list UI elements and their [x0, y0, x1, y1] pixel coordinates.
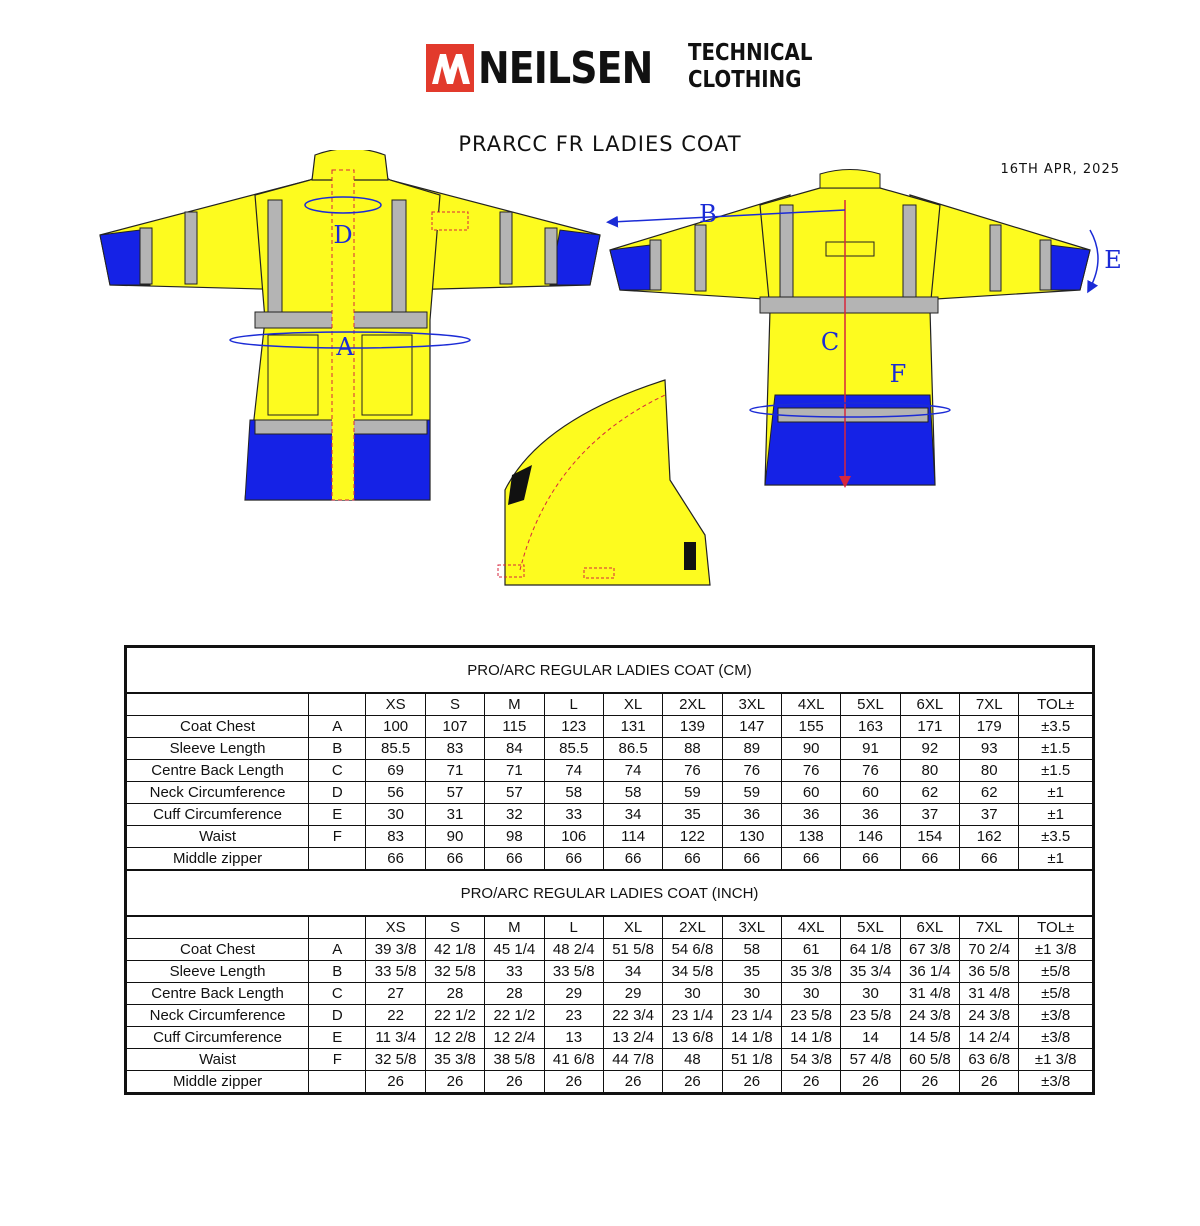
size-value-cell: 51 1/8	[722, 1049, 781, 1071]
size-value-cell: 107	[425, 716, 484, 738]
tolerance-cell: ±3/8	[1019, 1027, 1093, 1049]
size-value-cell: 32 5/8	[425, 961, 484, 983]
measurement-code-cell	[309, 848, 366, 871]
size-header-cell: L	[544, 693, 603, 716]
size-header-cell: 7XL	[960, 916, 1019, 939]
size-value-cell: 57	[485, 782, 544, 804]
front-view	[100, 150, 600, 500]
measurement-code-cell: E	[309, 1027, 366, 1049]
size-value-cell: 59	[722, 782, 781, 804]
size-value-cell: 12 2/4	[485, 1027, 544, 1049]
size-value-cell: 60	[841, 782, 900, 804]
size-value-cell: 26	[425, 1071, 484, 1093]
size-value-cell: 34 5/8	[663, 961, 722, 983]
size-value-cell: 48	[663, 1049, 722, 1071]
size-value-cell: 28	[485, 983, 544, 1005]
size-value-cell: 60 5/8	[900, 1049, 959, 1071]
size-value-cell: 26	[841, 1071, 900, 1093]
measurement-name-cell: Coat Chest	[127, 939, 309, 961]
size-value-cell: 66	[425, 848, 484, 871]
size-value-cell: 66	[781, 848, 840, 871]
size-value-cell: 139	[663, 716, 722, 738]
size-header-cell: 4XL	[781, 693, 840, 716]
size-value-cell: 61	[781, 939, 840, 961]
size-value-cell: 122	[663, 826, 722, 848]
table-row	[127, 1005, 1093, 1027]
size-value-cell: 90	[425, 826, 484, 848]
table-row	[127, 716, 1093, 738]
size-value-cell: 22 1/2	[485, 1005, 544, 1027]
size-value-cell: 22	[366, 1005, 425, 1027]
size-value-cell: 163	[841, 716, 900, 738]
size-value-cell: 70 2/4	[960, 939, 1019, 961]
tolerance-cell: ±1 3/8	[1019, 1049, 1093, 1071]
size-value-cell: 23 1/4	[663, 1005, 722, 1027]
header-blank-cell	[309, 693, 366, 716]
table-row	[127, 961, 1093, 983]
size-value-cell: 69	[366, 760, 425, 782]
size-value-cell: 138	[781, 826, 840, 848]
size-value-cell: 66	[960, 848, 1019, 871]
size-value-cell: 51 5/8	[603, 939, 662, 961]
measurement-name-cell: Middle zipper	[127, 848, 309, 871]
measurement-code-cell: E	[309, 804, 366, 826]
size-value-cell: 162	[960, 826, 1019, 848]
size-value-cell: 11 3/4	[366, 1027, 425, 1049]
size-value-cell: 34	[603, 961, 662, 983]
size-value-cell: 84	[485, 738, 544, 760]
size-value-cell: 147	[722, 716, 781, 738]
size-value-cell: 26	[900, 1071, 959, 1093]
size-value-cell: 36 5/8	[960, 961, 1019, 983]
size-header-cell: XL	[603, 916, 662, 939]
tolerance-cell: ±3/8	[1019, 1005, 1093, 1027]
size-value-cell: 88	[663, 738, 722, 760]
size-value-cell: 35 3/4	[841, 961, 900, 983]
measurement-name-cell: Waist	[127, 1049, 309, 1071]
size-header-cell: M	[485, 916, 544, 939]
header-blank-cell	[127, 916, 309, 939]
size-value-cell: 146	[841, 826, 900, 848]
size-value-cell: 24 3/8	[960, 1005, 1019, 1027]
size-value-cell: 22 3/4	[603, 1005, 662, 1027]
size-header-cell: M	[485, 693, 544, 716]
size-value-cell: 66	[900, 848, 959, 871]
size-value-cell: 36	[781, 804, 840, 826]
table-caption-row	[127, 870, 1093, 916]
size-value-cell: 83	[366, 826, 425, 848]
size-value-cell: 80	[900, 760, 959, 782]
size-value-cell: 23 5/8	[781, 1005, 840, 1027]
measurement-name-cell: Coat Chest	[127, 716, 309, 738]
table-caption: PRO/ARC REGULAR LADIES COAT (CM)	[127, 648, 1093, 694]
table-row	[127, 1027, 1093, 1049]
size-value-cell: 100	[366, 716, 425, 738]
tolerance-cell: ±5/8	[1019, 983, 1093, 1005]
size-value-cell: 66	[485, 848, 544, 871]
size-value-cell: 44 7/8	[603, 1049, 662, 1071]
size-value-cell: 71	[485, 760, 544, 782]
size-value-cell: 58	[544, 782, 603, 804]
size-value-cell: 33 5/8	[366, 961, 425, 983]
size-value-cell: 33 5/8	[544, 961, 603, 983]
garment-illustration	[0, 150, 1200, 610]
size-value-cell: 13 6/8	[663, 1027, 722, 1049]
table-row	[127, 848, 1093, 871]
measure-label-f: F	[889, 360, 907, 388]
size-value-cell: 48 2/4	[544, 939, 603, 961]
size-value-cell: 130	[722, 826, 781, 848]
brand-subtitle-line1: TECHNICAL	[688, 40, 813, 66]
measure-label-c: C	[820, 328, 840, 356]
size-header-cell: XL	[603, 693, 662, 716]
size-value-cell: 24 3/8	[900, 1005, 959, 1027]
back-view	[610, 170, 1122, 486]
size-value-cell: 41 6/8	[544, 1049, 603, 1071]
neilsen-logo-icon	[426, 44, 474, 92]
size-value-cell: 31	[425, 804, 484, 826]
table-row	[127, 1049, 1093, 1071]
size-value-cell: 92	[900, 738, 959, 760]
measure-label-d: D	[333, 221, 353, 249]
size-value-cell: 26	[960, 1071, 1019, 1093]
measurement-code-cell: D	[309, 782, 366, 804]
size-value-cell: 26	[366, 1071, 425, 1093]
hood-view	[498, 380, 710, 585]
measurement-name-cell: Middle zipper	[127, 1071, 309, 1093]
size-value-cell: 91	[841, 738, 900, 760]
tolerance-cell: ±1	[1019, 804, 1093, 826]
size-value-cell: 39 3/8	[366, 939, 425, 961]
size-value-cell: 57 4/8	[841, 1049, 900, 1071]
size-value-cell: 93	[960, 738, 1019, 760]
table-row	[127, 804, 1093, 826]
size-value-cell: 38 5/8	[485, 1049, 544, 1071]
size-value-cell: 13 2/4	[603, 1027, 662, 1049]
table-header-row	[127, 916, 1093, 939]
size-value-cell: 35 3/8	[781, 961, 840, 983]
measurement-code-cell: A	[309, 716, 366, 738]
size-value-cell: 32	[485, 804, 544, 826]
size-value-cell: 67 3/8	[900, 939, 959, 961]
size-value-cell: 26	[781, 1071, 840, 1093]
size-value-cell: 74	[544, 760, 603, 782]
measurement-name-cell: Cuff Circumference	[127, 804, 309, 826]
size-value-cell: 57	[425, 782, 484, 804]
size-header-cell: L	[544, 916, 603, 939]
size-value-cell: 90	[781, 738, 840, 760]
document-title: PRARCC FR LADIES COAT	[458, 132, 742, 156]
size-value-cell: 76	[722, 760, 781, 782]
size-value-cell: 33	[544, 804, 603, 826]
size-value-cell: 62	[960, 782, 1019, 804]
coat-drawings	[0, 150, 1200, 610]
size-header-cell: XS	[366, 693, 425, 716]
size-value-cell: 86.5	[603, 738, 662, 760]
size-header-cell: 3XL	[722, 693, 781, 716]
tolerance-cell: ±5/8	[1019, 961, 1093, 983]
size-value-cell: 14 2/4	[960, 1027, 1019, 1049]
brand-logo	[426, 40, 813, 100]
size-value-cell: 154	[900, 826, 959, 848]
header-blank-cell	[127, 693, 309, 716]
table-row	[127, 1071, 1093, 1093]
brand-subtitle-line2: CLOTHING	[688, 67, 802, 93]
table-row	[127, 983, 1093, 1005]
size-value-cell: 64 1/8	[841, 939, 900, 961]
size-value-cell: 33	[485, 961, 544, 983]
size-value-cell: 34	[603, 804, 662, 826]
size-value-cell: 80	[960, 760, 1019, 782]
size-value-cell: 59	[663, 782, 722, 804]
size-value-cell: 26	[485, 1071, 544, 1093]
size-value-cell: 26	[544, 1071, 603, 1093]
size-value-cell: 13	[544, 1027, 603, 1049]
tolerance-cell: ±1.5	[1019, 738, 1093, 760]
size-value-cell: 56	[366, 782, 425, 804]
size-value-cell: 32 5/8	[366, 1049, 425, 1071]
measurement-code-cell: C	[309, 760, 366, 782]
size-value-cell: 106	[544, 826, 603, 848]
size-value-cell: 76	[841, 760, 900, 782]
size-value-cell: 22 1/2	[425, 1005, 484, 1027]
document-date: 16TH APR, 2025	[1000, 162, 1120, 177]
table-row	[127, 939, 1093, 961]
size-table	[126, 647, 1093, 1093]
size-value-cell: 76	[663, 760, 722, 782]
tolerance-cell: ±1.5	[1019, 760, 1093, 782]
size-header-cell: 5XL	[841, 916, 900, 939]
table-row	[127, 738, 1093, 760]
size-value-cell: 37	[900, 804, 959, 826]
tolerance-cell: ±3.5	[1019, 826, 1093, 848]
size-value-cell: 30	[841, 983, 900, 1005]
table-caption-row	[127, 648, 1093, 694]
header-blank-cell	[309, 916, 366, 939]
size-value-cell: 14 1/8	[781, 1027, 840, 1049]
measure-label-a: A	[336, 333, 354, 361]
tolerance-header-cell: TOL±	[1019, 693, 1093, 716]
table-caption: PRO/ARC REGULAR LADIES COAT (INCH)	[127, 870, 1093, 916]
size-header-cell: 3XL	[722, 916, 781, 939]
size-value-cell: 30	[663, 983, 722, 1005]
measurement-name-cell: Neck Circumference	[127, 782, 309, 804]
tolerance-cell: ±1	[1019, 782, 1093, 804]
size-header-cell: 5XL	[841, 693, 900, 716]
size-value-cell: 30	[781, 983, 840, 1005]
measurement-code-cell: A	[309, 939, 366, 961]
size-value-cell: 36	[722, 804, 781, 826]
size-value-cell: 62	[900, 782, 959, 804]
size-value-cell: 23	[544, 1005, 603, 1027]
size-value-cell: 71	[425, 760, 484, 782]
size-header-cell: S	[425, 693, 484, 716]
size-value-cell: 31 4/8	[900, 983, 959, 1005]
measurement-code-cell	[309, 1071, 366, 1093]
size-value-cell: 30	[366, 804, 425, 826]
measurement-code-cell: B	[309, 738, 366, 760]
table-header-row	[127, 693, 1093, 716]
measurement-name-cell: Sleeve Length	[127, 961, 309, 983]
size-value-cell: 14 5/8	[900, 1027, 959, 1049]
measurement-code-cell: F	[309, 1049, 366, 1071]
tolerance-header-cell: TOL±	[1019, 916, 1093, 939]
brand-subtitle	[688, 40, 812, 94]
size-value-cell: 179	[960, 716, 1019, 738]
measurement-code-cell: F	[309, 826, 366, 848]
size-header-cell: S	[425, 916, 484, 939]
size-value-cell: 66	[603, 848, 662, 871]
size-value-cell: 74	[603, 760, 662, 782]
size-value-cell: 29	[603, 983, 662, 1005]
size-value-cell: 66	[366, 848, 425, 871]
size-header-cell: 7XL	[960, 693, 1019, 716]
size-value-cell: 85.5	[544, 738, 603, 760]
size-chart	[124, 645, 1095, 1095]
measurement-name-cell: Centre Back Length	[127, 983, 309, 1005]
size-value-cell: 66	[722, 848, 781, 871]
size-value-cell: 36 1/4	[900, 961, 959, 983]
brand-name: NEILSEN	[478, 43, 653, 94]
size-value-cell: 131	[603, 716, 662, 738]
measurement-code-cell: B	[309, 961, 366, 983]
size-value-cell: 89	[722, 738, 781, 760]
table-row	[127, 782, 1093, 804]
size-value-cell: 27	[366, 983, 425, 1005]
size-value-cell: 114	[603, 826, 662, 848]
size-value-cell: 14	[841, 1027, 900, 1049]
size-value-cell: 54 6/8	[663, 939, 722, 961]
measurement-code-cell: D	[309, 1005, 366, 1027]
size-value-cell: 98	[485, 826, 544, 848]
size-header-cell: 6XL	[900, 693, 959, 716]
tolerance-cell: ±3.5	[1019, 716, 1093, 738]
size-value-cell: 23 5/8	[841, 1005, 900, 1027]
size-header-cell: 4XL	[781, 916, 840, 939]
measurement-name-cell: Neck Circumference	[127, 1005, 309, 1027]
size-value-cell: 115	[485, 716, 544, 738]
size-value-cell: 66	[841, 848, 900, 871]
size-value-cell: 76	[781, 760, 840, 782]
size-header-cell: 2XL	[663, 916, 722, 939]
size-value-cell: 123	[544, 716, 603, 738]
size-value-cell: 83	[425, 738, 484, 760]
measurement-name-cell: Sleeve Length	[127, 738, 309, 760]
size-value-cell: 14 1/8	[722, 1027, 781, 1049]
size-value-cell: 35	[663, 804, 722, 826]
size-value-cell: 29	[544, 983, 603, 1005]
size-value-cell: 155	[781, 716, 840, 738]
tolerance-cell: ±3/8	[1019, 1071, 1093, 1093]
size-value-cell: 60	[781, 782, 840, 804]
measurement-name-cell: Cuff Circumference	[127, 1027, 309, 1049]
size-value-cell: 26	[603, 1071, 662, 1093]
table-row	[127, 826, 1093, 848]
measure-label-b: B	[699, 200, 717, 228]
size-value-cell: 66	[544, 848, 603, 871]
size-value-cell: 12 2/8	[425, 1027, 484, 1049]
size-value-cell: 23 1/4	[722, 1005, 781, 1027]
size-value-cell: 30	[722, 983, 781, 1005]
table-row	[127, 760, 1093, 782]
size-value-cell: 54 3/8	[781, 1049, 840, 1071]
tolerance-cell: ±1	[1019, 848, 1093, 871]
size-value-cell: 42 1/8	[425, 939, 484, 961]
size-header-cell: 2XL	[663, 693, 722, 716]
size-value-cell: 35 3/8	[425, 1049, 484, 1071]
measure-label-e: E	[1104, 246, 1122, 274]
size-value-cell: 36	[841, 804, 900, 826]
measurement-name-cell: Waist	[127, 826, 309, 848]
measurement-name-cell: Centre Back Length	[127, 760, 309, 782]
size-header-cell: XS	[366, 916, 425, 939]
size-header-cell: 6XL	[900, 916, 959, 939]
size-value-cell: 26	[722, 1071, 781, 1093]
size-value-cell: 58	[722, 939, 781, 961]
size-value-cell: 35	[722, 961, 781, 983]
size-value-cell: 58	[603, 782, 662, 804]
size-value-cell: 26	[663, 1071, 722, 1093]
size-value-cell: 85.5	[366, 738, 425, 760]
tolerance-cell: ±1 3/8	[1019, 939, 1093, 961]
size-value-cell: 63 6/8	[960, 1049, 1019, 1071]
size-value-cell: 37	[960, 804, 1019, 826]
size-value-cell: 171	[900, 716, 959, 738]
size-value-cell: 31 4/8	[960, 983, 1019, 1005]
measurement-code-cell: C	[309, 983, 366, 1005]
size-value-cell: 28	[425, 983, 484, 1005]
size-value-cell: 45 1/4	[485, 939, 544, 961]
size-value-cell: 66	[663, 848, 722, 871]
